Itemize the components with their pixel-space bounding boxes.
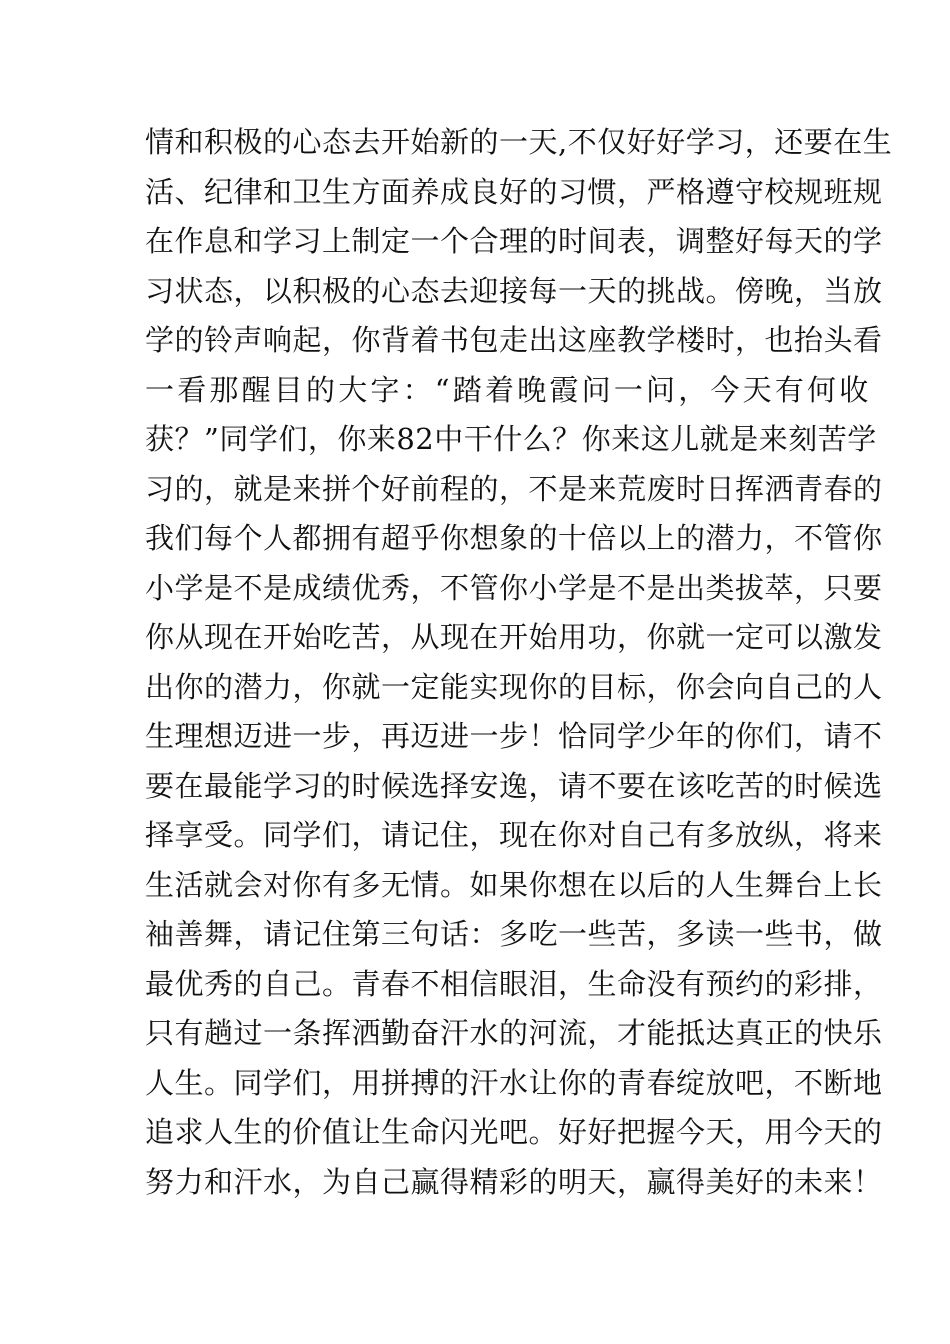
text-line: 我们每个人都拥有超乎你想象的十倍以上的潜力，不管你 bbox=[145, 521, 883, 555]
body-text bbox=[145, 118, 893, 1207]
text-line: 小学是不是成绩优秀，不管你小学是不是出类拔萃，只要 bbox=[145, 570, 883, 605]
text-line: 只有趟过一条挥洒勤奋汗水的河流，才能抵达真正的快乐 bbox=[145, 1016, 883, 1050]
text-line: 情和积极的心态去开始新的一天,不仅好好学习，还要在生 bbox=[145, 125, 893, 159]
text-line: 追求人生的价值让生命闪光吧。好好把握今天，用今天的 bbox=[145, 1115, 883, 1149]
text-line: 努力和汗水，为自己赢得精彩的明天，赢得美好的未来！ bbox=[145, 1164, 883, 1199]
text-line: 袖善舞，请记住第三句话：多吃一些苦，多读一些书，做 bbox=[145, 917, 883, 951]
text-line: 要在最能学习的时候选择安逸，请不要在该吃苦的时候选 bbox=[145, 768, 883, 803]
text-line: 生理想迈进一步，再迈进一步！恰同学少年的你们，请不 bbox=[145, 719, 883, 753]
text-line: 生活就会对你有多无情。如果你想在以后的人生舞台上长 bbox=[145, 867, 883, 902]
text-line: 习状态，以积极的心态去迎接每一天的挑战。傍晚，当放 bbox=[145, 273, 883, 308]
text-line: 一看那醒目的大字：“踏着晚霞问一问，今天有何收 bbox=[145, 372, 872, 407]
text-line: 学的铃声响起，你背着书包走出这座教学楼时，也抬头看 bbox=[145, 323, 883, 357]
text-line: 获？”同学们，你来82中干什么？你来这儿就是来刻苦学 bbox=[145, 422, 877, 456]
text-line: 习的，就是来拼个好前程的，不是来荒废时日挥洒青春的 bbox=[145, 471, 883, 506]
text-line: 出你的潜力，你就一定能实现你的目标，你会向自己的人 bbox=[145, 669, 883, 704]
text-line: 择享受。同学们，请记住，现在你对自己有多放纵，将来 bbox=[145, 818, 883, 852]
text-line: 人生。同学们，用拼搏的汗水让你的青春绽放吧，不断地 bbox=[145, 1065, 883, 1100]
text-line: 活、纪律和卫生方面养成良好的习惯，严格遵守校规班规 bbox=[145, 174, 883, 209]
text-line: 最优秀的自己。青春不相信眼泪，生命没有预约的彩排， bbox=[145, 966, 883, 1001]
text-line: 你从现在开始吃苦，从现在开始用功，你就一定可以激发 bbox=[145, 620, 883, 654]
text-line: 在作息和学习上制定一个合理的时间表，调整好每天的学 bbox=[145, 224, 883, 258]
